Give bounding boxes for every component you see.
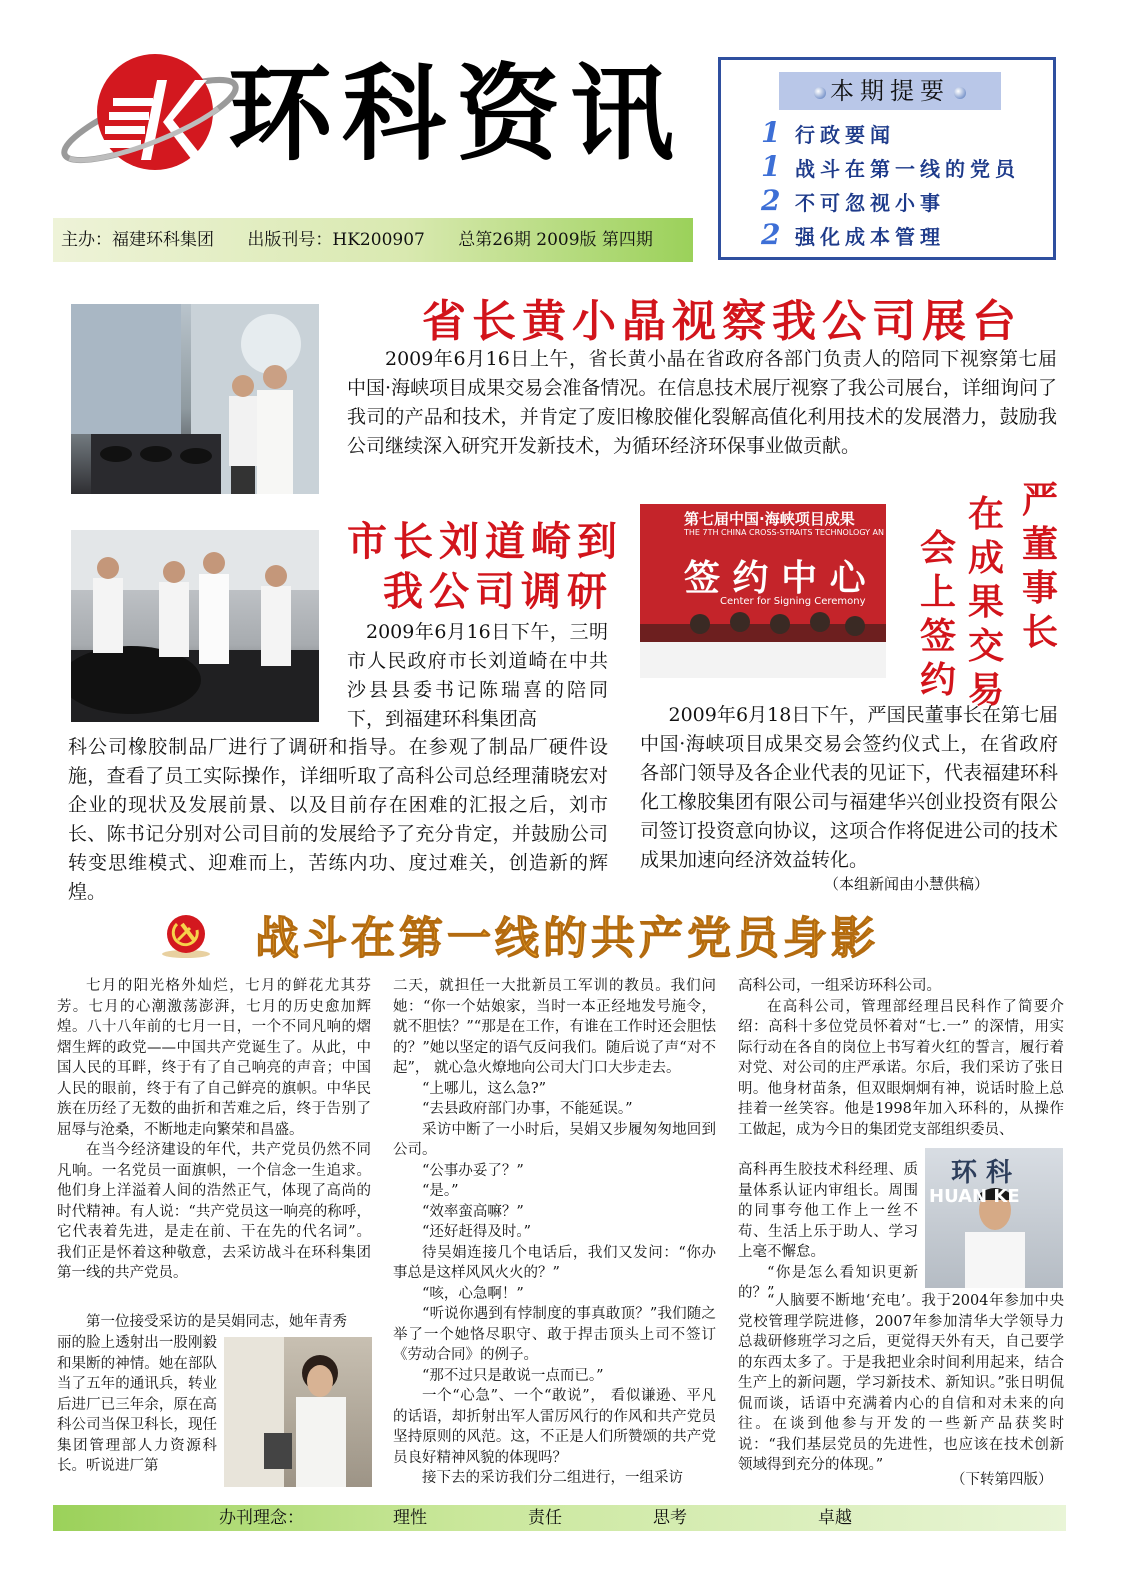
feature-paragraph: “那不过只是敢说一点而已。”: [422, 1367, 604, 1384]
party-emblem-icon: [158, 910, 214, 960]
bullet-icon: [954, 87, 966, 99]
feature-paragraph: “人脑要不断地‘充电’。我于2004年参加中央党校管理学院进修，2007年参加清华大学领导力总裁研修班学习之后，更觉得天外有天，自己要学的东西太多了。于是我把业余时间利用起来，结合生产上的新问题，学习新技术、新知识。”张日明侃侃而谈，话语中充满着内心的自信和对未来的向往。在谈到他参与开发的一些新产品获奖时说：“我们基层党员的先进性，也应该在技术创新领域得到充分的体现。”: [738, 1293, 1064, 1473]
toc-page-number: 2: [761, 218, 786, 251]
edition-text: 总第26期 2009版 第四期: [458, 230, 653, 250]
factory-visit-illustration: [71, 530, 319, 722]
feature-column-3-narrow: [738, 1160, 918, 1304]
toc-page-number: 1: [761, 116, 786, 149]
article1-photo: [71, 304, 319, 494]
article2-body-part1: 2009年6月16日下午，三明市人民政府市长刘道崎在中共沙县县委书记陈瑞喜的陪同下，到福建环科集团高: [347, 621, 608, 730]
article3-title-col2: 在成果交易: [967, 493, 1004, 711]
feature-paragraph: “听说你遇到有悖制度的事真敢顶？”我们随之举了一个她恪尽职守、敢于捍击顶头上司不签订《劳动合同》的例子。: [393, 1306, 716, 1363]
bullet-icon: [814, 87, 826, 99]
footer-bar: [53, 1505, 1066, 1531]
toc-page-number: 2: [761, 184, 786, 217]
toc-item-label: 战斗在第一线的党员: [795, 157, 1020, 181]
publisher-text: 主办：福建环科集团: [61, 230, 214, 250]
article2-photo: [71, 530, 319, 722]
issue-number-text: 出版刊号：HK200907: [247, 230, 425, 250]
feature-paragraph: “去县政府部门办事，不能延误。”: [422, 1101, 633, 1117]
banner-sign-text: 签 约 中 心: [684, 557, 866, 599]
feature-paragraph: 待吴娟连接几个电话后，我们又发问：“你办事总是这样风风火火的？”: [393, 1244, 716, 1281]
banner-sign-en: Center for Signing Ceremony: [720, 596, 866, 607]
masthead-info-bar: [53, 218, 693, 262]
article3-photo: [640, 504, 886, 678]
continued-note: （下转第四版）: [951, 1468, 1053, 1489]
feature-paragraph: 接下去的采访我们分二组进行，一组采访: [422, 1470, 683, 1486]
banner-title: 第七届中国·海峡项目成果: [684, 510, 855, 528]
feature-column-1: [57, 976, 371, 1284]
toc-page-number: 1: [761, 150, 786, 183]
feature-paragraph: 高科再生胶技术科经理、质量体系认证内审组长。周围的同事夸他工作上一丝不苟、生活上乐于助人、学习上毫不懈怠。: [738, 1162, 918, 1260]
feature-paragraph: 在当今经济建设的年代，共产党员仍然不同凡响。一名党员一面旗帜，一个信念一生追求。他们身上洋溢着人间的浩然正气，体现了高尚的时代精神。有人说：“共产党员这一响亮的称呼，它代表着先进，是走在前、干在先的代名词”。 我们正是怀着这种敬意，去采访战斗在环科集团第一线的共产党员。: [57, 1142, 371, 1281]
feature-paragraph: 高科公司，一组采访环科公司。: [738, 978, 941, 994]
feature-paragraph: “上哪儿，这么急?”: [422, 1080, 547, 1097]
footer-value: 思考: [653, 1508, 687, 1528]
feature-paragraph: 采访中断了一小时后，吴娟又步履匆匆地回到公司。: [393, 1121, 716, 1158]
toc-heading: 本期提要: [779, 72, 1001, 110]
article1-body: 2009年6月16日上午，省长黄小晶在省政府各部门负责人的陪同下视察第七届中国·海峡项目成果交易会准备情况。在信息技术展厅视察了我公司展台，详细询问了我司的产品和技术，并肯定了废旧橡胶催化裂解高值化利用技术的发展潜力，鼓励我公司继续深入研究开发新技术，为循环经济环保事业做贡献。: [347, 348, 1057, 457]
wu-juan-photo: [224, 1337, 372, 1487]
article2-body-part2: 科公司橡胶制品厂进行了调研和指导。在参观了制品厂硬件设施，查看了员工实际操作，详细听取了高科公司总经理蒲晓宏对企业的现状及发展前景、以及目前存在困难的汇报之后，刘市长、陈书记分别对公司目前的发展给予了充分肯定，并鼓励公司转变思维模式、迎难而上，苦练内功、度过难关，创造新的辉煌。: [68, 736, 608, 903]
portrait-illustration: [224, 1337, 372, 1487]
feature-column-2: [393, 976, 716, 1489]
photo-sign-en: HUAN KE: [929, 1186, 1020, 1207]
photo-sign-text: 环 科: [951, 1158, 1013, 1188]
feature-paragraph: 在高科公司，管理部经理吕民科作了简要介绍：高科十多位党员怀着对“七.一” 的深情，用实际行动在各自的岗位上书写着火红的誓言，履行着对党、对公司的庄严承诺。尔后，我们采访了张日明。他身材苗条，但双眼炯炯有神，说话时脸上总挂着一丝笑容。他是1998年加入环科的，从操作工做起，成为今日的集团党支部组织委员、: [738, 998, 1064, 1138]
zhang-riming-photo: [925, 1148, 1063, 1288]
article2-title-line2: 我公司调研: [383, 568, 613, 615]
banner-subtitle: THE 7TH CHINA CROSS-STRAITS TECHNOLOGY AN: [684, 528, 884, 537]
masthead-title: 环科资讯: [228, 52, 685, 175]
article3-title-col1: 严董事长: [1021, 479, 1058, 653]
feature-paragraph: 一个“心急”、一个“敢说”， 看似谦逊、平凡的话语，却折射出军人雷厉风行的作风和共产党员坚持原则的风范。这，不正是人们所赞颂的共产党员良好精神风貌的体现吗？: [393, 1388, 716, 1466]
footer-value: 卓越: [818, 1508, 852, 1528]
footer-value: 责任: [528, 1508, 562, 1528]
toc-item[interactable]: [761, 118, 895, 148]
toc-item-label: 不可忽视小事: [795, 191, 945, 215]
feature-column-1-row: [57, 1312, 371, 1332]
footer-label: 办刊理念：: [219, 1508, 304, 1528]
feature-paragraph: 二天，就担任一大批新员工军训的教员。我们问她：“你一个姑娘家，当时一本正经地发号施令，就不胆怯？”“那是在工作，有谁在工作时还会胆怯的？”她以坚定的语气反问我们。随后说了声“对不起”， 就心急火燎地向公司大门口大步走去。: [393, 978, 716, 1076]
news-credit: （本组新闻由小慧供稿）: [824, 875, 990, 893]
feature-title: 战斗在第一线的共产党员身影: [255, 913, 879, 964]
feature-paragraph-lead: 第一位接受采访的是吴娟同志，她年青秀: [86, 1314, 347, 1330]
company-logo: [55, 50, 245, 190]
feature-paragraph: “公事办妥了？”: [422, 1162, 524, 1179]
feature-paragraph: 七月的阳光格外灿烂，七月的鲜花尤其芬芳。七月的心潮激荡澎湃，七月的历史愈加辉煌。八十八年前的七月一日，一个不同凡响的熠熠生辉的政党——中国共产党诞生了。从此，中国人民的耳畔，终于有了自己响亮的声音；中国人民的眼前，终于有了自己鲜亮的旗帜。中华民族在历经了无数的曲折和苦难之后，终于告别了屈辱与沧桑，不断地走向繁荣和昌盛。: [57, 978, 371, 1138]
article3-body: 2009年6月18日下午，严国民董事长在第七届中国·海峡项目成果交易会签约仪式上，在省政府各部门领导及各企业代表的见证下，代表福建环科化工橡胶集团有限公司与福建华兴创业投资有限公司签订投资意向协议，这项合作将促进公司的技术成果加速向经济效益转化。: [640, 704, 1059, 871]
exhibition-scene-illustration: [71, 304, 319, 494]
table-of-contents: [718, 57, 1056, 260]
feature-column-3: [738, 976, 1064, 1140]
feature-column-3-lower: [738, 1291, 1064, 1476]
feature-paragraph: “是。”: [422, 1183, 459, 1199]
toc-item[interactable]: [761, 220, 945, 250]
feature-paragraph: “效率蛮高嘛？”: [422, 1203, 524, 1220]
footer-value: 理性: [393, 1508, 427, 1528]
feature-paragraph-wrap: 丽的脸上透射出一股刚毅和果断的神情。她在部队当了五年的通讯兵，转业后进厂已三年余，原在高科公司当保卫科长，现任集团管理部人力资源科长。听说进厂第: [57, 1335, 217, 1474]
article1-title: 省长黄小晶视察我公司展台: [422, 296, 1022, 347]
toc-item-label: 强化成本管理: [795, 225, 945, 249]
article2-title-line1: 市长刘道崎到: [347, 518, 623, 565]
feature-paragraph: “你是怎么看知识更新的？”: [738, 1264, 918, 1301]
feature-paragraph: “还好赶得及时。”: [422, 1224, 532, 1240]
toc-item[interactable]: [761, 186, 945, 216]
toc-item[interactable]: [761, 152, 1020, 182]
feature-column-1-narrow: [57, 1333, 217, 1477]
feature-paragraph: “咳，心急啊！”: [422, 1285, 524, 1302]
toc-item-label: 行政要闻: [795, 123, 895, 147]
article3-title-col3: 会上签约: [919, 527, 956, 701]
